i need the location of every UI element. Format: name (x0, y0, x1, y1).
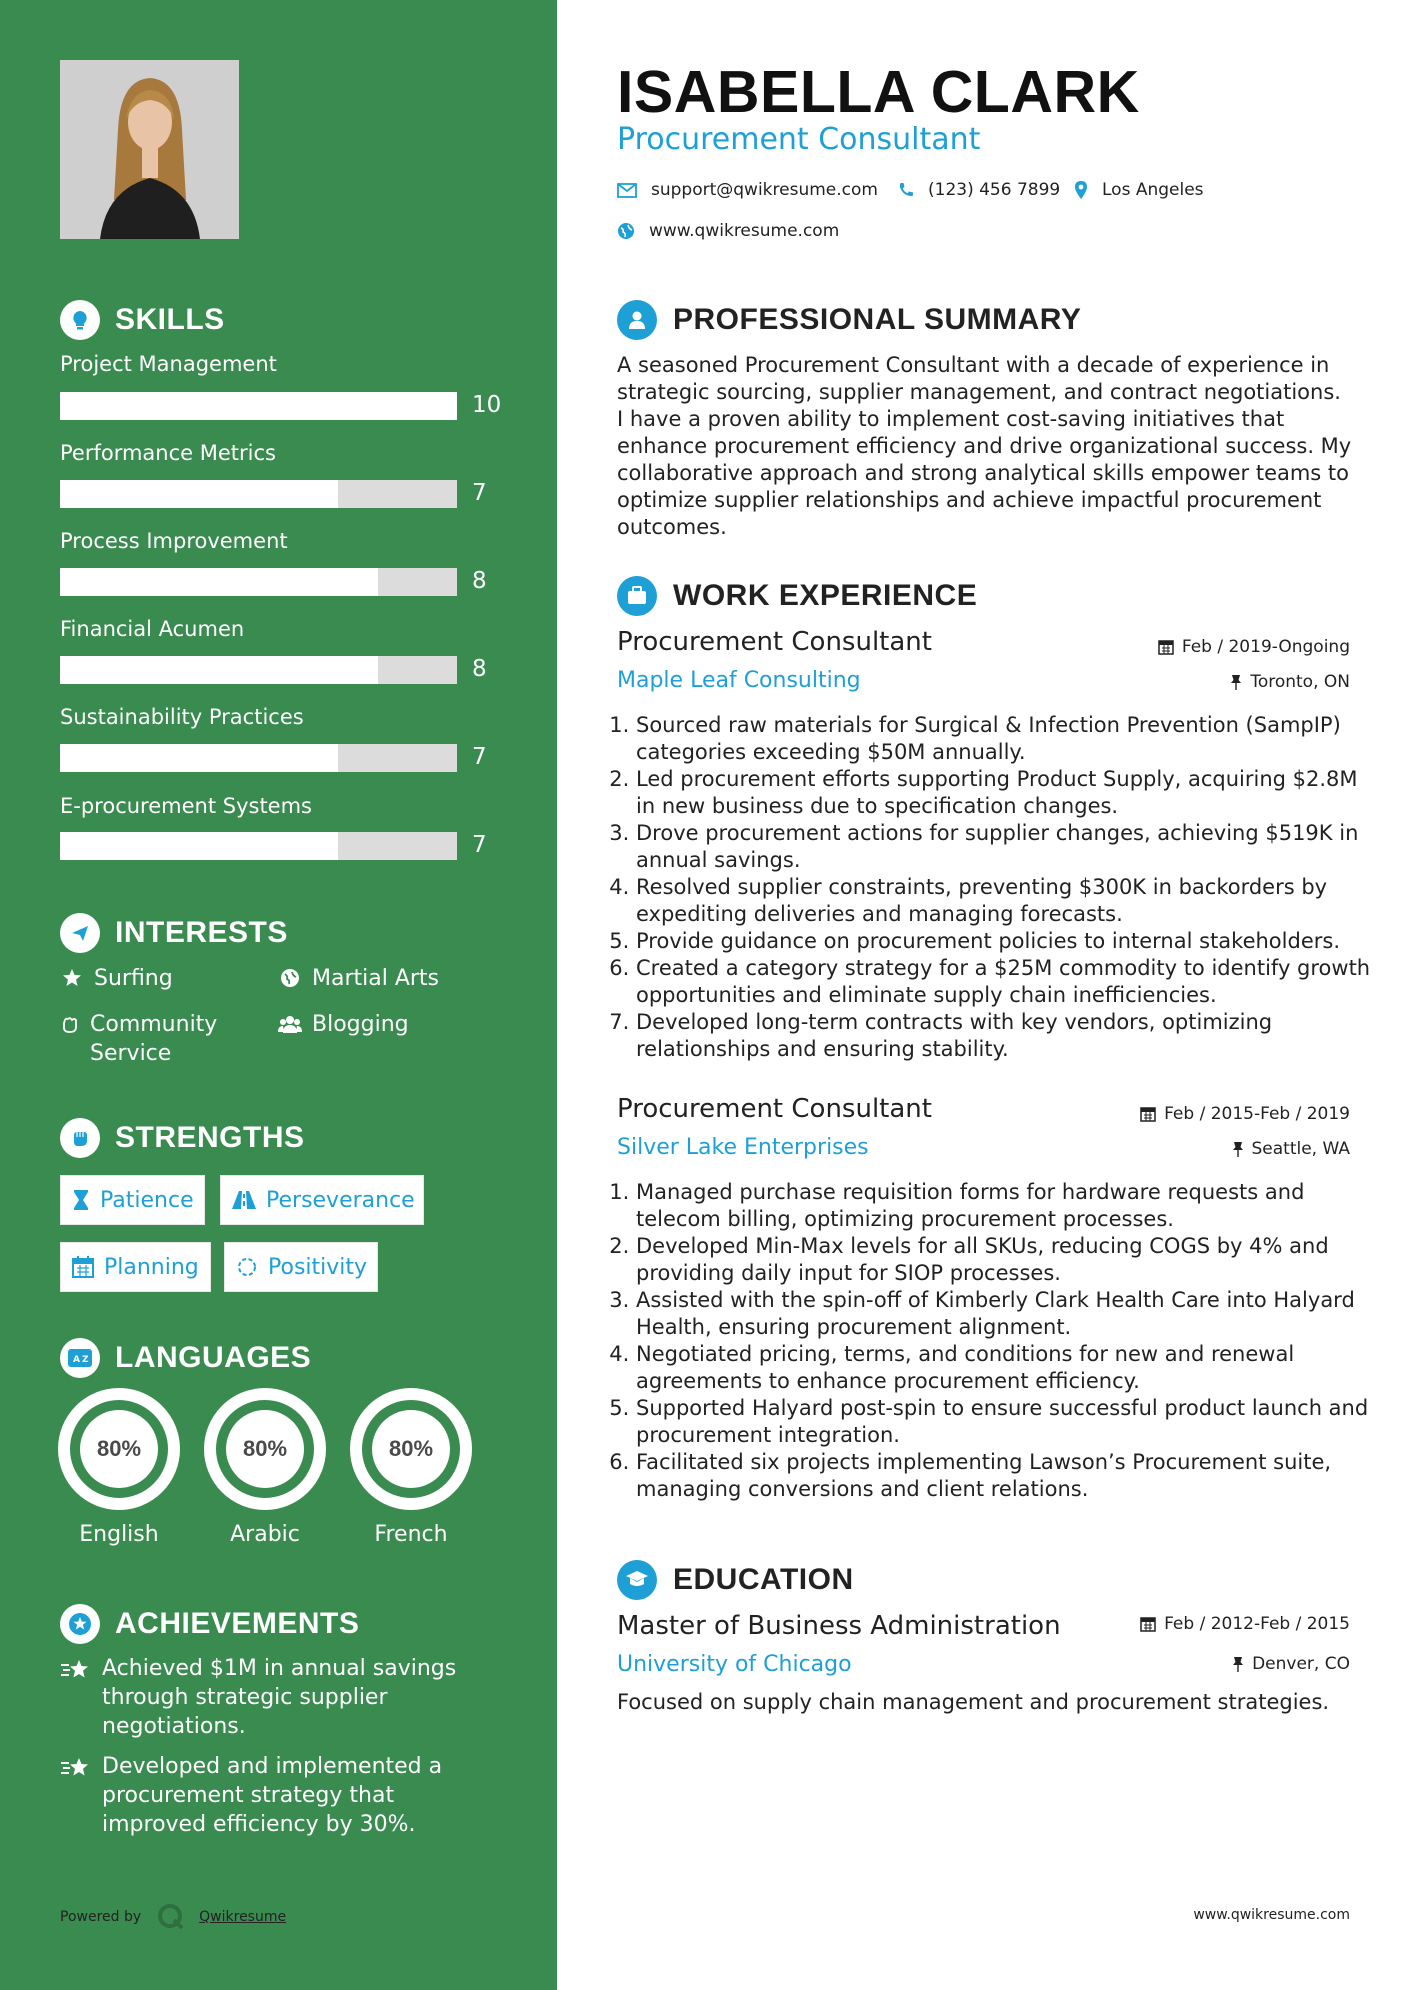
education-location (1232, 1654, 1350, 1674)
skill-name: Performance Metrics (60, 441, 276, 465)
strength-tag (224, 1242, 378, 1292)
location-text: Denver, CO (1252, 1654, 1350, 1674)
company-name: Maple Leaf Consulting (617, 668, 861, 693)
education-heading (617, 1560, 854, 1600)
skill-bar (60, 656, 457, 684)
spinner-icon (236, 1256, 258, 1278)
main-content (557, 0, 1407, 1990)
skill-value: 7 (472, 480, 487, 506)
sidebar (0, 0, 557, 1990)
interests-title: INTERESTS (115, 916, 288, 949)
calendar-icon (1158, 639, 1174, 655)
language-name: Arabic (230, 1522, 300, 1547)
users-icon (278, 1010, 302, 1034)
bullet-item: 3. Drove procurement actions for supplier changes, achieving $519K in annual savings. (636, 820, 1371, 874)
skill-value: 7 (472, 744, 487, 770)
language-icon (60, 1338, 100, 1378)
skill-value: 10 (472, 392, 502, 418)
skill-value: 8 (472, 568, 487, 594)
job-dates (1158, 637, 1350, 657)
skill-bar-fill (60, 832, 338, 860)
language-ring (58, 1388, 180, 1510)
bullet-item: 7. Developed long-term contracts with key vendors, optimizing relationships and ensuring stability. (636, 1009, 1371, 1063)
job-location (1230, 672, 1350, 692)
bullet-item: 1. Sourced raw materials for Surgical & Infection Prevention (SampIP) categories exceeding $50M annually. (636, 712, 1371, 766)
bullet-item: 6. Facilitated six projects implementing Lawson’s Procurement suite, managing conversions and client relations. (636, 1449, 1371, 1503)
achievement-item (60, 1752, 500, 1839)
skill-bar (60, 744, 457, 772)
email-text[interactable]: support@qwikresume.com (651, 180, 878, 200)
language-ring (350, 1388, 472, 1510)
skill-bar (60, 832, 457, 860)
svg-text:Z: Z (82, 1355, 89, 1365)
job-title: Procurement Consultant (617, 1094, 932, 1124)
bullet-item: 2. Developed Min-Max levels for all SKUs, reducing COGS by 4% and providing daily input for SIOP processes. (636, 1233, 1371, 1287)
pin-icon (1230, 674, 1242, 690)
pin-icon (1232, 1141, 1244, 1157)
bullet-item: 3. Assisted with the spin-off of Kimberly Clark Health Care into Halyard Health, ensuring procurement alignment. (636, 1287, 1371, 1341)
skill-value: 8 (472, 656, 487, 682)
phone-icon (898, 182, 914, 198)
achievement-text: Developed and implemented a procurement strategy that improved efficiency by 30%. (102, 1754, 443, 1837)
calendar-icon (72, 1256, 94, 1278)
company-name: Silver Lake Enterprises (617, 1135, 869, 1160)
shooting-star-icon (60, 1752, 92, 1839)
language-name: English (79, 1522, 159, 1547)
globe-icon (617, 222, 635, 240)
job-location (1232, 1139, 1351, 1159)
interest-item (278, 964, 439, 993)
star-badge-icon (60, 1604, 100, 1644)
bullet-item: 4. Negotiated pricing, terms, and conditions for new and renewal agreements to enhance procurement efficiency. (636, 1341, 1371, 1395)
summary-text: A seasoned Procurement Consultant with a decade of experience in strategic sourcing, supplier management, and contract negotiations. I have a proven ability to implement cost-saving initiatives that enhance procurement efficiency and drive organizational success. My collaborative approach and strong analytical skills empower teams to optimize supplier relationships and achieve impactful procurement outcomes. (617, 353, 1352, 539)
pin-icon (1232, 1656, 1244, 1672)
paper-plane-icon (60, 913, 100, 953)
bullet-item: 5. Supported Halyard post-spin to ensure successful product launch and procurement integration. (636, 1395, 1371, 1449)
envelope-icon (617, 183, 637, 198)
strength-label: Patience (100, 1187, 194, 1213)
road-icon (232, 1191, 256, 1209)
skill-bar (60, 480, 457, 508)
location-text: Toronto, ON (1250, 672, 1350, 692)
language-percent: 80% (226, 1410, 304, 1488)
strengths-title: STRENGTHS (115, 1121, 305, 1154)
summary-heading (617, 300, 1081, 340)
education-dates (1140, 1614, 1350, 1634)
hand-icon (60, 1010, 80, 1034)
strength-label: Positivity (268, 1254, 368, 1280)
interest-item (278, 1010, 409, 1039)
svg-text:A: A (73, 1355, 80, 1365)
skill-bar (60, 392, 457, 420)
bullet-item: 2. Led procurement efforts supporting Product Supply, acquiring $2.8M in new business due to specification changes. (636, 766, 1371, 820)
calendar-icon (1140, 1616, 1156, 1632)
contact-phone (898, 180, 1060, 200)
profile-photo (60, 60, 239, 239)
lightbulb-icon (60, 300, 100, 340)
interests-heading (60, 913, 288, 953)
user-icon (617, 300, 657, 340)
school-name: University of Chicago (617, 1652, 852, 1677)
globe-icon (278, 964, 302, 988)
hourglass-icon (72, 1189, 90, 1211)
degree-title: Master of Business Administration (617, 1611, 1061, 1641)
strength-tag (220, 1175, 424, 1225)
experience-title: WORK EXPERIENCE (673, 579, 978, 612)
powered-by-label: Powered by (60, 1909, 142, 1925)
language-ring (204, 1388, 326, 1510)
strength-label: Planning (104, 1254, 199, 1280)
interest-label: Community Service (90, 1012, 218, 1066)
achievements-heading (60, 1604, 359, 1644)
languages-title: LANGUAGES (115, 1341, 312, 1374)
language-name: French (374, 1522, 448, 1547)
footer-url[interactable]: www.qwikresume.com (1193, 1907, 1350, 1923)
job-bullets (617, 1179, 1371, 1503)
education-description: Focused on supply chain management and procurement strategies. (617, 1690, 1330, 1714)
job-dates (1140, 1104, 1350, 1124)
fist-icon (60, 1118, 100, 1158)
interest-label: Blogging (312, 1012, 409, 1037)
star-icon (60, 964, 84, 988)
bullet-item: 6. Created a category strategy for a $25M commodity to identify growth opportunities and eliminate supply chain inefficiencies. (636, 955, 1371, 1009)
skill-bar-fill (60, 568, 378, 596)
achievement-item (60, 1654, 500, 1741)
skill-bar-fill (60, 392, 457, 420)
location-text: Los Angeles (1102, 180, 1204, 200)
graduation-icon (617, 1560, 657, 1600)
contact-website (617, 221, 839, 241)
skills-title: SKILLS (115, 303, 225, 336)
dates-text: Feb / 2015-Feb / 2019 (1164, 1104, 1350, 1124)
interest-label: Martial Arts (312, 966, 440, 991)
skill-name: Financial Acumen (60, 617, 245, 641)
skill-name: E-procurement Systems (60, 794, 312, 818)
job-bullets (617, 712, 1371, 1063)
qwikresume-link[interactable]: Qwikresume (199, 1909, 287, 1925)
map-pin-icon (1074, 181, 1088, 199)
achievement-text: Achieved $1M in annual savings through strategic supplier negotiations. (102, 1656, 457, 1739)
language-percent: 80% (80, 1410, 158, 1488)
strengths-heading (60, 1118, 305, 1158)
candidate-name: ISABELLA CLARK (617, 59, 1140, 125)
location-text: Seattle, WA (1251, 1139, 1350, 1159)
strength-label: Perseverance (266, 1187, 415, 1213)
calendar-icon (1140, 1106, 1156, 1122)
skill-bar-fill (60, 480, 338, 508)
skills-heading (60, 300, 225, 340)
education-title: EDUCATION (673, 1563, 854, 1596)
website-text[interactable]: www.qwikresume.com (649, 221, 840, 241)
skill-bar (60, 568, 457, 596)
contact-email (617, 180, 878, 200)
contact-location (1074, 180, 1204, 200)
interest-label: Surfing (94, 966, 173, 991)
skill-bar-fill (60, 744, 338, 772)
languages-heading (60, 1338, 311, 1378)
bullet-item: 4. Resolved supplier constraints, preventing $300K in backorders by expediting deliveries and managing forecasts. (636, 874, 1371, 928)
briefcase-icon (617, 576, 657, 616)
language-percent: 80% (372, 1410, 450, 1488)
achievements-title: ACHIEVEMENTS (115, 1607, 360, 1640)
bullet-item: 1. Managed purchase requisition forms for hardware requests and telecom billing, optimizing procurement processes. (636, 1179, 1371, 1233)
skill-name: Process Improvement (60, 529, 288, 553)
strength-tag (60, 1175, 205, 1225)
phone-text: (123) 456 7899 (928, 180, 1061, 200)
skill-name: Sustainability Practices (60, 705, 304, 729)
interest-item (60, 964, 173, 993)
dates-text: Feb / 2019-Ongoing (1181, 637, 1350, 657)
skill-value: 7 (472, 832, 487, 858)
skill-name: Project Management (60, 352, 277, 376)
job-title: Procurement Consultant (617, 627, 932, 657)
powered-by (60, 1903, 286, 1931)
summary-title: PROFESSIONAL SUMMARY (673, 303, 1082, 336)
bullet-item: 5. Provide guidance on procurement policies to internal stakeholders. (636, 928, 1371, 955)
qwikresume-logo-icon (157, 1903, 185, 1931)
interest-item (60, 1010, 250, 1068)
dates-text: Feb / 2012-Feb / 2015 (1164, 1614, 1350, 1634)
skill-bar-fill (60, 656, 378, 684)
shooting-star-icon (60, 1654, 92, 1741)
experience-heading (617, 576, 977, 616)
strength-tag (60, 1242, 211, 1292)
candidate-title: Procurement Consultant (617, 122, 981, 157)
